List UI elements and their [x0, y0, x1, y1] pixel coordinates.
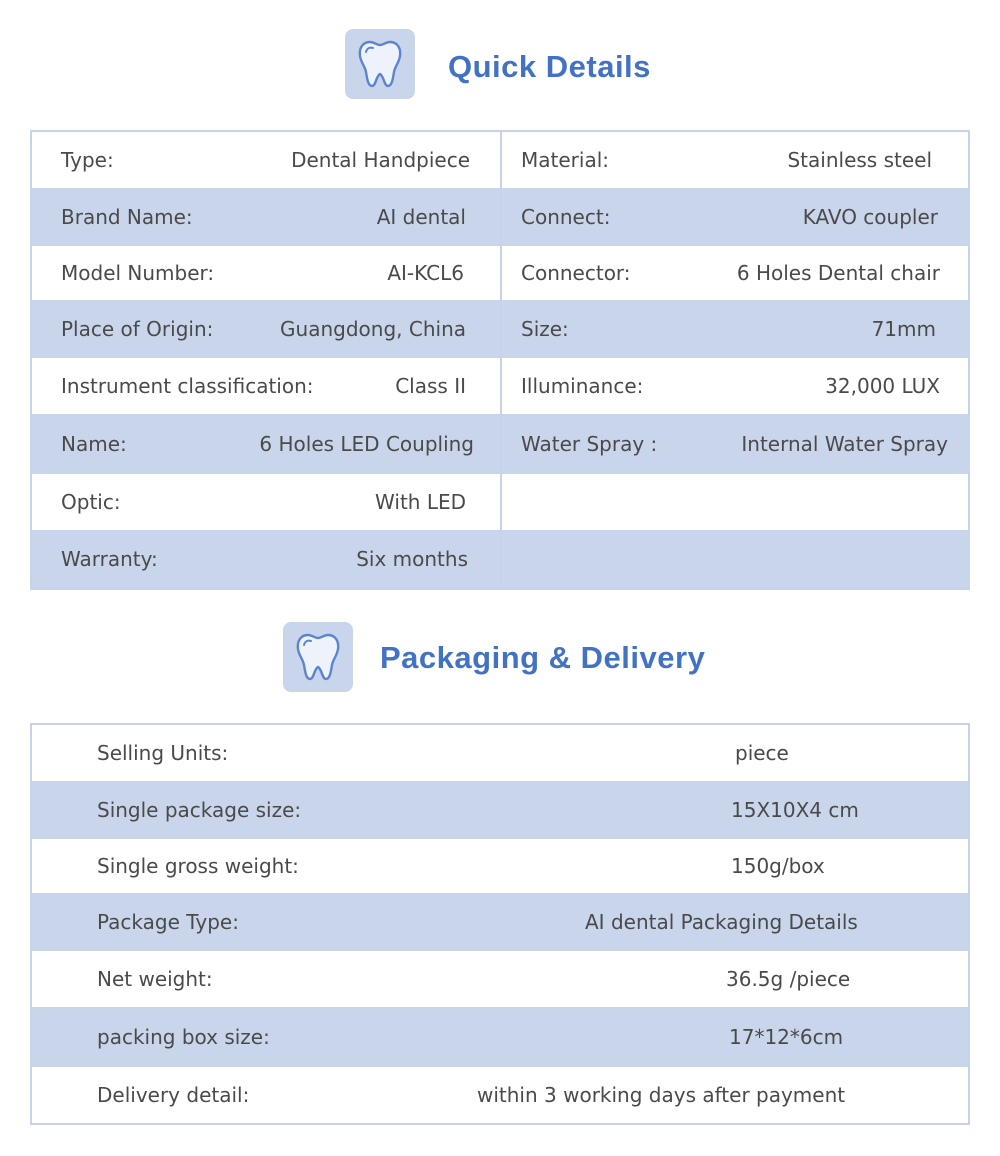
table-row — [32, 132, 500, 188]
quick-details-header — [0, 29, 1000, 101]
row-value: 17*12*6cm — [729, 1025, 844, 1049]
table-row — [502, 530, 970, 588]
table-row — [32, 300, 500, 358]
row-label: Single package size: — [97, 798, 302, 822]
quick-details-right-column — [502, 132, 970, 588]
table-row — [32, 414, 500, 474]
table-row — [32, 725, 968, 781]
table-row — [32, 1067, 968, 1123]
row-value: Class II — [395, 374, 466, 398]
table-row — [32, 893, 968, 951]
row-label: Size: — [521, 317, 569, 341]
section-title-quick-details: Quick Details — [448, 49, 651, 84]
section-title-packaging-delivery: Packaging & Delivery — [380, 640, 706, 675]
quick-details-table — [30, 130, 970, 590]
row-value: Stainless steel — [787, 148, 932, 172]
row-value: 6 Holes LED Coupling — [259, 432, 474, 456]
row-label: packing box size: — [97, 1025, 270, 1049]
row-value: Internal Water Spray — [741, 432, 948, 456]
table-row — [32, 1007, 968, 1067]
table-row — [32, 951, 968, 1007]
row-value: within 3 working days after payment — [477, 1083, 846, 1107]
packaging-delivery-header — [0, 622, 1000, 694]
table-row — [502, 132, 970, 188]
row-label: Type: — [61, 148, 114, 172]
row-value: AI-KCL6 — [387, 261, 464, 285]
row-label: Single gross weight: — [97, 854, 299, 878]
table-row — [32, 246, 500, 300]
table-row — [32, 530, 500, 588]
row-label: Selling Units: — [97, 741, 229, 765]
row-value: AI dental — [376, 205, 466, 229]
row-value: Six months — [356, 547, 468, 571]
row-value: 71mm — [871, 317, 936, 341]
table-row — [32, 474, 500, 530]
row-label: Package Type: — [97, 910, 239, 934]
table-row — [502, 474, 970, 530]
quick-details-left-column — [32, 132, 500, 588]
row-label: Name: — [61, 432, 127, 456]
row-label: Connector: — [521, 261, 631, 285]
packaging-delivery-table — [30, 723, 970, 1125]
row-label: Instrument classification: — [61, 374, 314, 398]
table-row — [502, 188, 970, 246]
row-label: Water Spray : — [521, 432, 658, 456]
table-row — [32, 781, 968, 839]
row-value: KAVO coupler — [802, 205, 938, 229]
row-label: Warranty: — [61, 547, 158, 571]
row-value: piece — [735, 741, 789, 765]
row-label: Optic: — [61, 490, 121, 514]
row-value: 32,000 LUX — [825, 374, 940, 398]
row-label: Connect: — [521, 205, 611, 229]
table-row — [32, 188, 500, 246]
row-value: 6 Holes Dental chair — [736, 261, 940, 285]
tooth-icon — [283, 622, 353, 692]
row-value: 36.5g /piece — [726, 967, 851, 991]
row-label: Place of Origin: — [61, 317, 214, 341]
table-row — [32, 839, 968, 893]
row-label: Brand Name: — [61, 205, 193, 229]
row-value: 150g/box — [731, 854, 825, 878]
row-value: 15X10X4 cm — [731, 798, 859, 822]
row-value: Guangdong, China — [280, 317, 466, 341]
table-row — [502, 358, 970, 414]
row-value: Dental Handpiece — [291, 148, 470, 172]
row-value: AI dental Packaging Details — [585, 910, 858, 934]
row-label: Net weight: — [97, 967, 213, 991]
tooth-icon — [345, 29, 415, 99]
row-label: Delivery detail: — [97, 1083, 250, 1107]
row-label: Illuminance: — [521, 374, 644, 398]
row-value: With LED — [375, 490, 466, 514]
row-label: Material: — [521, 148, 609, 172]
table-row — [502, 300, 970, 358]
row-label: Model Number: — [61, 261, 215, 285]
table-row — [502, 414, 970, 474]
table-row — [32, 358, 500, 414]
table-row — [502, 246, 970, 300]
